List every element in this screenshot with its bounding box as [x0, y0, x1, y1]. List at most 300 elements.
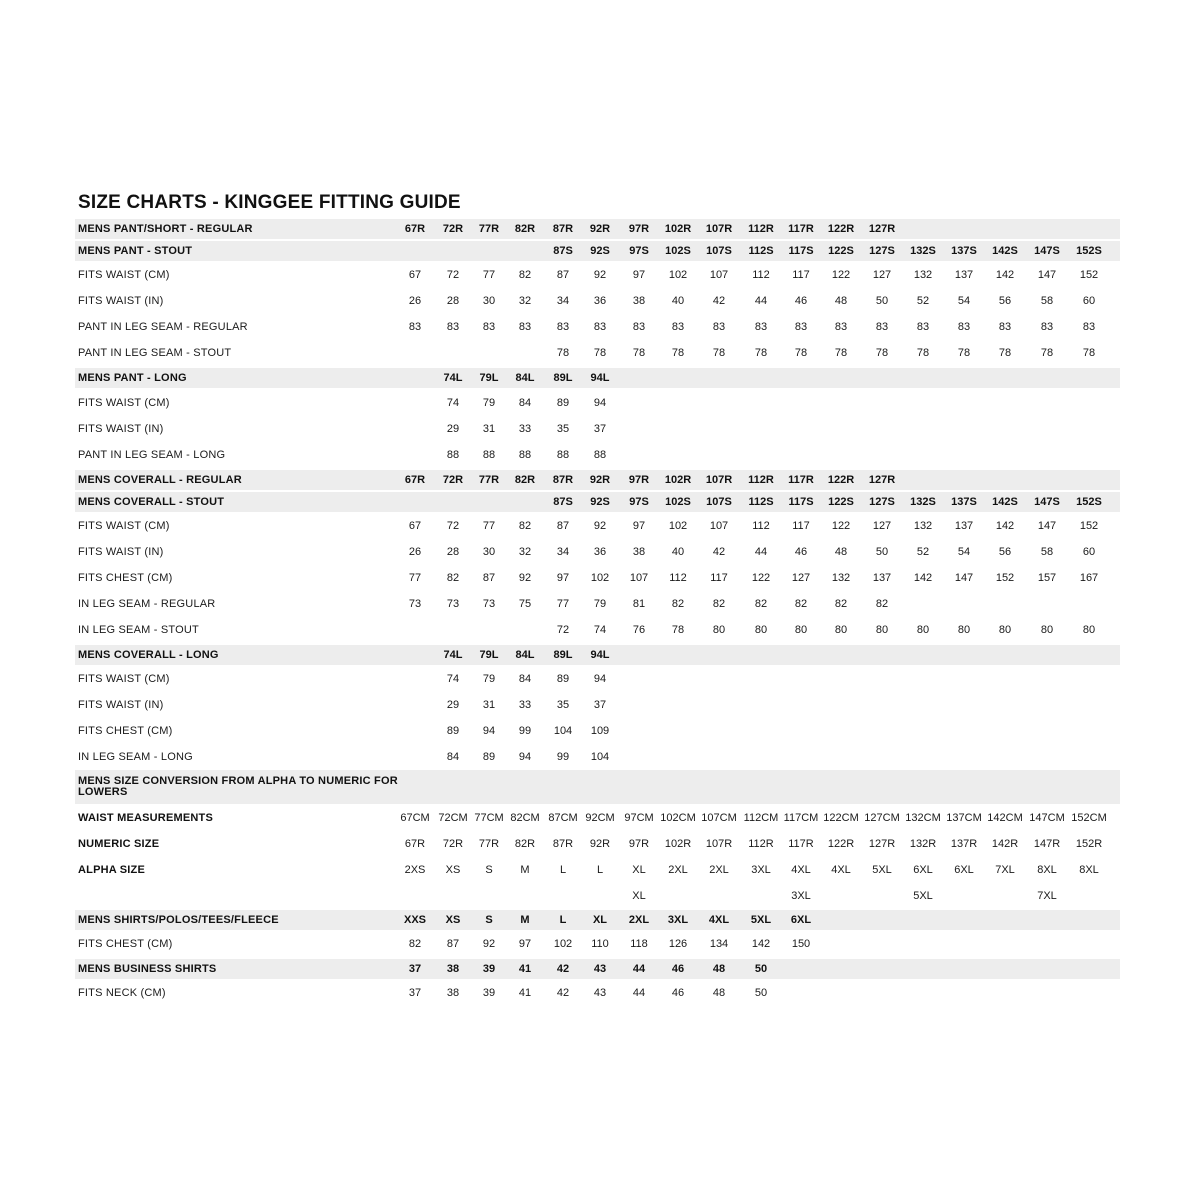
- measurement-cell: 83: [1082, 321, 1096, 333]
- size-code-cell: 122S: [828, 496, 854, 508]
- size-code-cell: 77R: [478, 474, 500, 486]
- size-code-cell: 107S: [706, 496, 732, 508]
- measurement-cell: 77: [482, 520, 496, 532]
- measurement-cell: 137: [954, 520, 974, 532]
- measurement-cell: 42: [712, 295, 726, 307]
- measurement-cell: 58: [1040, 546, 1054, 558]
- measurement-cell: 44: [632, 987, 646, 999]
- measurement-cell: 77: [556, 598, 570, 610]
- size-code-cell: 122R: [827, 223, 855, 235]
- measurement-cell: 122: [751, 572, 771, 584]
- row-label: IN LEG SEAM - STOUT: [78, 624, 199, 636]
- measurement-cell: 132CM: [905, 812, 941, 824]
- measurement-cell: 97CM: [624, 812, 654, 824]
- measurement-cell: 152: [1079, 269, 1099, 281]
- measurement-cell: 80: [916, 624, 930, 636]
- measurement-cell: 142: [913, 572, 933, 584]
- measurement-cell: 88: [556, 449, 570, 461]
- measurement-cell: 77R: [478, 838, 500, 850]
- measurement-cell: 104: [553, 725, 573, 737]
- row-label: FITS WAIST (IN): [78, 699, 164, 711]
- measurement-cell: 50: [875, 295, 889, 307]
- measurement-cell: 127: [872, 520, 892, 532]
- size-code-cell: 94L: [590, 372, 610, 384]
- size-code-cell: 92S: [590, 496, 610, 508]
- size-code-cell: 117S: [788, 496, 814, 508]
- measurement-cell: 112CM: [743, 812, 779, 824]
- measurement-cell: 3XL: [791, 890, 811, 902]
- measurement-cell: 48: [834, 295, 848, 307]
- size-code-cell: 82R: [514, 474, 536, 486]
- measurement-cell: 94: [593, 673, 607, 685]
- measurement-cell: 82: [834, 598, 848, 610]
- measurement-cell: 78: [671, 624, 685, 636]
- measurement-cell: 137R: [950, 838, 978, 850]
- measurement-cell: 35: [556, 699, 570, 711]
- measurement-cell: 77CM: [474, 812, 504, 824]
- measurement-cell: 137: [872, 572, 892, 584]
- size-code-cell: 72R: [442, 223, 464, 235]
- size-code-cell: 102R: [664, 223, 692, 235]
- measurement-cell: 82: [408, 938, 422, 950]
- measurement-cell: 88: [446, 449, 460, 461]
- row-label: FITS CHEST (CM): [78, 938, 173, 950]
- measurement-cell: 142: [751, 938, 771, 950]
- measurement-cell: 37: [593, 699, 607, 711]
- size-code-cell: 92S: [590, 245, 610, 257]
- measurement-cell: 81: [632, 598, 646, 610]
- row-label: ALPHA SIZE: [78, 864, 145, 876]
- measurement-cell: 92: [518, 572, 532, 584]
- size-code-cell: 42: [556, 963, 570, 975]
- size-code-cell: 6XL: [790, 914, 812, 926]
- section-header-label: MENS SIZE CONVERSION FROM ALPHA TO NUMERIC FOR LOWERS: [78, 775, 398, 798]
- size-code-cell: 102S: [665, 496, 691, 508]
- row-label: IN LEG SEAM - LONG: [78, 751, 193, 763]
- measurement-cell: M: [520, 864, 530, 876]
- measurement-cell: 67R: [404, 838, 426, 850]
- measurement-cell: 74: [446, 673, 460, 685]
- measurement-cell: 132: [831, 572, 851, 584]
- measurement-cell: 134: [709, 938, 729, 950]
- size-code-cell: 97R: [628, 474, 650, 486]
- measurement-cell: 94: [593, 397, 607, 409]
- measurement-cell: 52: [916, 546, 930, 558]
- size-code-cell: 97S: [629, 245, 649, 257]
- measurement-cell: 67: [408, 520, 422, 532]
- measurement-cell: 7XL: [995, 864, 1015, 876]
- measurement-cell: 92: [482, 938, 496, 950]
- size-code-cell: 152S: [1076, 496, 1102, 508]
- size-code-cell: 122S: [828, 245, 854, 257]
- measurement-cell: 82: [875, 598, 889, 610]
- row-label: PANT IN LEG SEAM - REGULAR: [78, 321, 248, 333]
- row-label: FITS WAIST (CM): [78, 397, 170, 409]
- measurement-cell: 73: [482, 598, 496, 610]
- measurement-cell: 132: [913, 520, 933, 532]
- size-code-cell: 89L: [553, 372, 573, 384]
- measurement-cell: 152R: [1075, 838, 1103, 850]
- measurement-cell: 37: [593, 423, 607, 435]
- measurement-cell: 52: [916, 295, 930, 307]
- measurement-cell: 83: [671, 321, 685, 333]
- measurement-cell: 48: [834, 546, 848, 558]
- measurement-cell: 58: [1040, 295, 1054, 307]
- measurement-cell: 2XS: [404, 864, 426, 876]
- measurement-cell: 50: [754, 987, 768, 999]
- measurement-cell: 78: [916, 347, 930, 359]
- size-code-cell: 3XL: [667, 914, 689, 926]
- measurement-cell: 3XL: [751, 864, 771, 876]
- size-code-cell: 38: [446, 963, 460, 975]
- size-code-cell: 94L: [590, 649, 610, 661]
- measurement-cell: 150: [791, 938, 811, 950]
- measurement-cell: 87: [556, 520, 570, 532]
- size-code-cell: 117R: [788, 474, 814, 486]
- measurement-cell: 8XL: [1037, 864, 1057, 876]
- measurement-cell: 107: [709, 520, 729, 532]
- measurement-cell: XS: [445, 864, 461, 876]
- measurement-cell: 147: [954, 572, 974, 584]
- measurement-cell: 92: [593, 520, 607, 532]
- measurement-cell: 97R: [628, 838, 650, 850]
- measurement-cell: 88: [518, 449, 532, 461]
- measurement-cell: 82: [712, 598, 726, 610]
- measurement-cell: 72: [446, 269, 460, 281]
- size-code-cell: 107R: [705, 474, 733, 486]
- measurement-cell: 126: [668, 938, 688, 950]
- measurement-cell: 88: [482, 449, 496, 461]
- measurement-cell: 36: [593, 295, 607, 307]
- measurement-cell: 72CM: [438, 812, 468, 824]
- measurement-cell: 142CM: [987, 812, 1023, 824]
- measurement-cell: 37: [408, 987, 422, 999]
- size-code-cell: 102S: [665, 245, 691, 257]
- measurement-cell: 79: [593, 598, 607, 610]
- size-code-cell: 147S: [1034, 496, 1060, 508]
- measurement-cell: 157: [1037, 572, 1057, 584]
- measurement-cell: 97: [632, 520, 646, 532]
- measurement-cell: 78: [671, 347, 685, 359]
- size-code-cell: 67R: [404, 474, 426, 486]
- measurement-cell: 31: [482, 423, 496, 435]
- measurement-cell: 112R: [748, 838, 774, 850]
- measurement-cell: 80: [754, 624, 768, 636]
- size-code-cell: 142S: [992, 496, 1018, 508]
- size-code-cell: 87R: [552, 474, 574, 486]
- measurement-cell: 78: [1082, 347, 1096, 359]
- measurement-cell: 112: [669, 572, 687, 584]
- measurement-cell: 83: [556, 321, 570, 333]
- measurement-cell: 39: [482, 987, 496, 999]
- measurement-cell: 78: [712, 347, 726, 359]
- size-code-cell: 4XL: [708, 914, 730, 926]
- measurement-cell: 112: [752, 269, 770, 281]
- size-code-cell: 50: [754, 963, 768, 975]
- measurement-cell: 74: [446, 397, 460, 409]
- size-code-cell: 127S: [869, 245, 895, 257]
- measurement-cell: 32: [518, 295, 532, 307]
- measurement-cell: 127: [791, 572, 811, 584]
- measurement-cell: 137: [954, 269, 974, 281]
- measurement-cell: 34: [556, 546, 570, 558]
- measurement-cell: 4XL: [831, 864, 851, 876]
- measurement-cell: 83: [875, 321, 889, 333]
- measurement-cell: 80: [957, 624, 971, 636]
- size-code-cell: 117R: [788, 223, 814, 235]
- size-code-cell: 107R: [705, 223, 733, 235]
- measurement-cell: 102: [668, 269, 688, 281]
- measurement-cell: 60: [1082, 295, 1096, 307]
- measurement-cell: 167: [1079, 572, 1099, 584]
- row-label: PANT IN LEG SEAM - LONG: [78, 449, 226, 461]
- measurement-cell: 89: [556, 397, 570, 409]
- measurement-cell: 102CM: [660, 812, 696, 824]
- measurement-cell: 102: [590, 572, 610, 584]
- size-code-cell: 102R: [664, 474, 692, 486]
- size-code-cell: 137S: [951, 245, 977, 257]
- measurement-cell: 82R: [514, 838, 536, 850]
- size-code-cell: 77R: [478, 223, 500, 235]
- measurement-cell: 147R: [1033, 838, 1061, 850]
- size-code-cell: 117S: [788, 245, 814, 257]
- measurement-cell: 152CM: [1071, 812, 1107, 824]
- measurement-cell: 122R: [827, 838, 855, 850]
- measurement-cell: 41: [518, 987, 532, 999]
- measurement-cell: 72R: [442, 838, 464, 850]
- size-code-cell: 127R: [868, 223, 896, 235]
- measurement-cell: 137CM: [946, 812, 982, 824]
- size-code-cell: 82R: [514, 223, 536, 235]
- size-code-cell: 39: [482, 963, 496, 975]
- measurement-cell: 75: [518, 598, 532, 610]
- measurement-cell: 78: [957, 347, 971, 359]
- measurement-cell: 89: [482, 751, 496, 763]
- measurement-cell: 26: [408, 295, 422, 307]
- measurement-cell: 29: [446, 423, 460, 435]
- size-code-cell: 84L: [515, 372, 535, 384]
- measurement-cell: 48: [712, 987, 726, 999]
- measurement-cell: 117: [710, 572, 728, 584]
- measurement-cell: 77: [408, 572, 422, 584]
- measurement-cell: 80: [712, 624, 726, 636]
- measurement-cell: 83: [482, 321, 496, 333]
- measurement-cell: 72: [556, 624, 570, 636]
- measurement-cell: 78: [794, 347, 808, 359]
- measurement-cell: 102: [668, 520, 688, 532]
- measurement-cell: 54: [957, 295, 971, 307]
- measurement-cell: 99: [556, 751, 570, 763]
- size-code-cell: 137S: [951, 496, 977, 508]
- measurement-cell: 82: [794, 598, 808, 610]
- measurement-cell: 107CM: [701, 812, 737, 824]
- size-code-cell: 46: [671, 963, 685, 975]
- measurement-cell: 26: [408, 546, 422, 558]
- measurement-cell: 127: [872, 269, 892, 281]
- measurement-cell: 132: [913, 269, 933, 281]
- measurement-cell: 7XL: [1037, 890, 1057, 902]
- size-code-cell: 97S: [629, 496, 649, 508]
- measurement-cell: 29: [446, 699, 460, 711]
- measurement-cell: 30: [482, 295, 496, 307]
- measurement-cell: 118: [630, 938, 648, 950]
- size-code-cell: 43: [593, 963, 607, 975]
- measurement-cell: 89: [446, 725, 460, 737]
- measurement-cell: 46: [671, 987, 685, 999]
- size-code-cell: 87S: [553, 496, 573, 508]
- measurement-cell: 94: [518, 751, 532, 763]
- measurement-cell: 82: [518, 520, 532, 532]
- measurement-cell: 147CM: [1029, 812, 1065, 824]
- measurement-cell: 83: [1040, 321, 1054, 333]
- measurement-cell: 87: [446, 938, 460, 950]
- measurement-cell: 36: [593, 546, 607, 558]
- measurement-cell: 77: [482, 269, 496, 281]
- row-label: FITS WAIST (CM): [78, 673, 170, 685]
- size-code-cell: L: [559, 914, 567, 926]
- measurement-cell: 33: [518, 699, 532, 711]
- measurement-cell: 67: [408, 269, 422, 281]
- measurement-cell: 83: [916, 321, 930, 333]
- size-code-cell: 92R: [589, 223, 611, 235]
- measurement-cell: 83: [712, 321, 726, 333]
- size-code-cell: 48: [712, 963, 726, 975]
- measurement-cell: 84: [518, 397, 532, 409]
- measurement-cell: 147: [1037, 520, 1057, 532]
- measurement-cell: 79: [482, 397, 496, 409]
- measurement-cell: 152: [995, 572, 1015, 584]
- measurement-cell: 88: [593, 449, 607, 461]
- measurement-cell: 83: [754, 321, 768, 333]
- measurement-cell: 122: [831, 269, 851, 281]
- measurement-cell: 79: [482, 673, 496, 685]
- measurement-cell: 117: [792, 269, 810, 281]
- measurement-cell: 78: [632, 347, 646, 359]
- measurement-cell: 107: [709, 269, 729, 281]
- measurement-cell: 56: [998, 295, 1012, 307]
- size-code-cell: 89L: [553, 649, 573, 661]
- measurement-cell: 117R: [788, 838, 814, 850]
- measurement-cell: 80: [1040, 624, 1054, 636]
- size-code-cell: 112S: [748, 496, 774, 508]
- size-code-cell: 2XL: [628, 914, 650, 926]
- section-header-label: MENS BUSINESS SHIRTS: [78, 963, 217, 975]
- measurement-cell: 6XL: [913, 864, 933, 876]
- measurement-cell: 78: [754, 347, 768, 359]
- measurement-cell: 104: [590, 751, 610, 763]
- measurement-cell: 112: [752, 520, 770, 532]
- size-code-cell: 112R: [748, 223, 774, 235]
- measurement-cell: 80: [794, 624, 808, 636]
- measurement-cell: 122CM: [823, 812, 859, 824]
- measurement-cell: 83: [794, 321, 808, 333]
- size-code-cell: 44: [632, 963, 646, 975]
- measurement-cell: 30: [482, 546, 496, 558]
- measurement-cell: 78: [556, 347, 570, 359]
- measurement-cell: 50: [875, 546, 889, 558]
- size-code-cell: 87S: [553, 245, 573, 257]
- size-code-cell: 112R: [748, 474, 774, 486]
- measurement-cell: 152: [1079, 520, 1099, 532]
- measurement-cell: 44: [754, 546, 768, 558]
- measurement-cell: 54: [957, 546, 971, 558]
- measurement-cell: 33: [518, 423, 532, 435]
- measurement-cell: 73: [408, 598, 422, 610]
- size-code-cell: 142S: [992, 245, 1018, 257]
- size-code-cell: 107S: [706, 245, 732, 257]
- size-code-cell: XL: [592, 914, 608, 926]
- measurement-cell: 73: [446, 598, 460, 610]
- row-label: FITS WAIST (IN): [78, 295, 164, 307]
- size-code-cell: 67R: [404, 223, 426, 235]
- size-code-cell: 41: [518, 963, 532, 975]
- row-label: FITS CHEST (CM): [78, 725, 173, 737]
- measurement-cell: XL: [632, 864, 646, 876]
- measurement-cell: 60: [1082, 546, 1096, 558]
- measurement-cell: 82: [671, 598, 685, 610]
- measurement-cell: 44: [754, 295, 768, 307]
- measurement-cell: 72: [446, 520, 460, 532]
- measurement-cell: 82CM: [510, 812, 540, 824]
- measurement-cell: S: [485, 864, 493, 876]
- row-label: FITS WAIST (IN): [78, 546, 164, 558]
- measurement-cell: 38: [632, 546, 646, 558]
- row-label: FITS WAIST (IN): [78, 423, 164, 435]
- measurement-cell: 84: [518, 673, 532, 685]
- measurement-cell: 32: [518, 546, 532, 558]
- row-label: PANT IN LEG SEAM - STOUT: [78, 347, 232, 359]
- size-code-cell: 97R: [628, 223, 650, 235]
- measurement-cell: 67CM: [400, 812, 430, 824]
- row-label: WAIST MEASUREMENTS: [78, 812, 213, 824]
- measurement-cell: 82: [446, 572, 460, 584]
- measurement-cell: 78: [875, 347, 889, 359]
- measurement-cell: 92: [593, 269, 607, 281]
- size-code-cell: 87R: [552, 223, 574, 235]
- measurement-cell: 4XL: [791, 864, 811, 876]
- size-code-cell: M: [520, 914, 530, 926]
- measurement-cell: 83: [408, 321, 422, 333]
- row-label: IN LEG SEAM - REGULAR: [78, 598, 216, 610]
- measurement-cell: 78: [593, 347, 607, 359]
- measurement-cell: 83: [998, 321, 1012, 333]
- row-label: FITS NECK (CM): [78, 987, 166, 999]
- measurement-cell: 31: [482, 699, 496, 711]
- measurement-cell: 6XL: [954, 864, 974, 876]
- size-code-cell: 37: [408, 963, 422, 975]
- measurement-cell: 8XL: [1079, 864, 1099, 876]
- measurement-cell: 28: [446, 546, 460, 558]
- measurement-cell: 132R: [909, 838, 937, 850]
- measurement-cell: 97: [518, 938, 532, 950]
- measurement-cell: 78: [998, 347, 1012, 359]
- page-title: SIZE CHARTS - KINGGEE FITTING GUIDE: [78, 192, 461, 213]
- row-label: NUMERIC SIZE: [78, 838, 160, 850]
- measurement-cell: 97: [632, 269, 646, 281]
- measurement-cell: 87CM: [548, 812, 578, 824]
- measurement-cell: 142: [995, 520, 1015, 532]
- measurement-cell: 40: [671, 295, 685, 307]
- size-code-cell: 92R: [589, 474, 611, 486]
- section-header-label: MENS COVERALL - STOUT: [78, 496, 225, 508]
- row-label: FITS CHEST (CM): [78, 572, 173, 584]
- measurement-cell: 42: [712, 546, 726, 558]
- measurement-cell: 142R: [991, 838, 1019, 850]
- measurement-cell: 28: [446, 295, 460, 307]
- measurement-cell: 5XL: [872, 864, 892, 876]
- size-code-cell: S: [485, 914, 493, 926]
- measurement-cell: 80: [834, 624, 848, 636]
